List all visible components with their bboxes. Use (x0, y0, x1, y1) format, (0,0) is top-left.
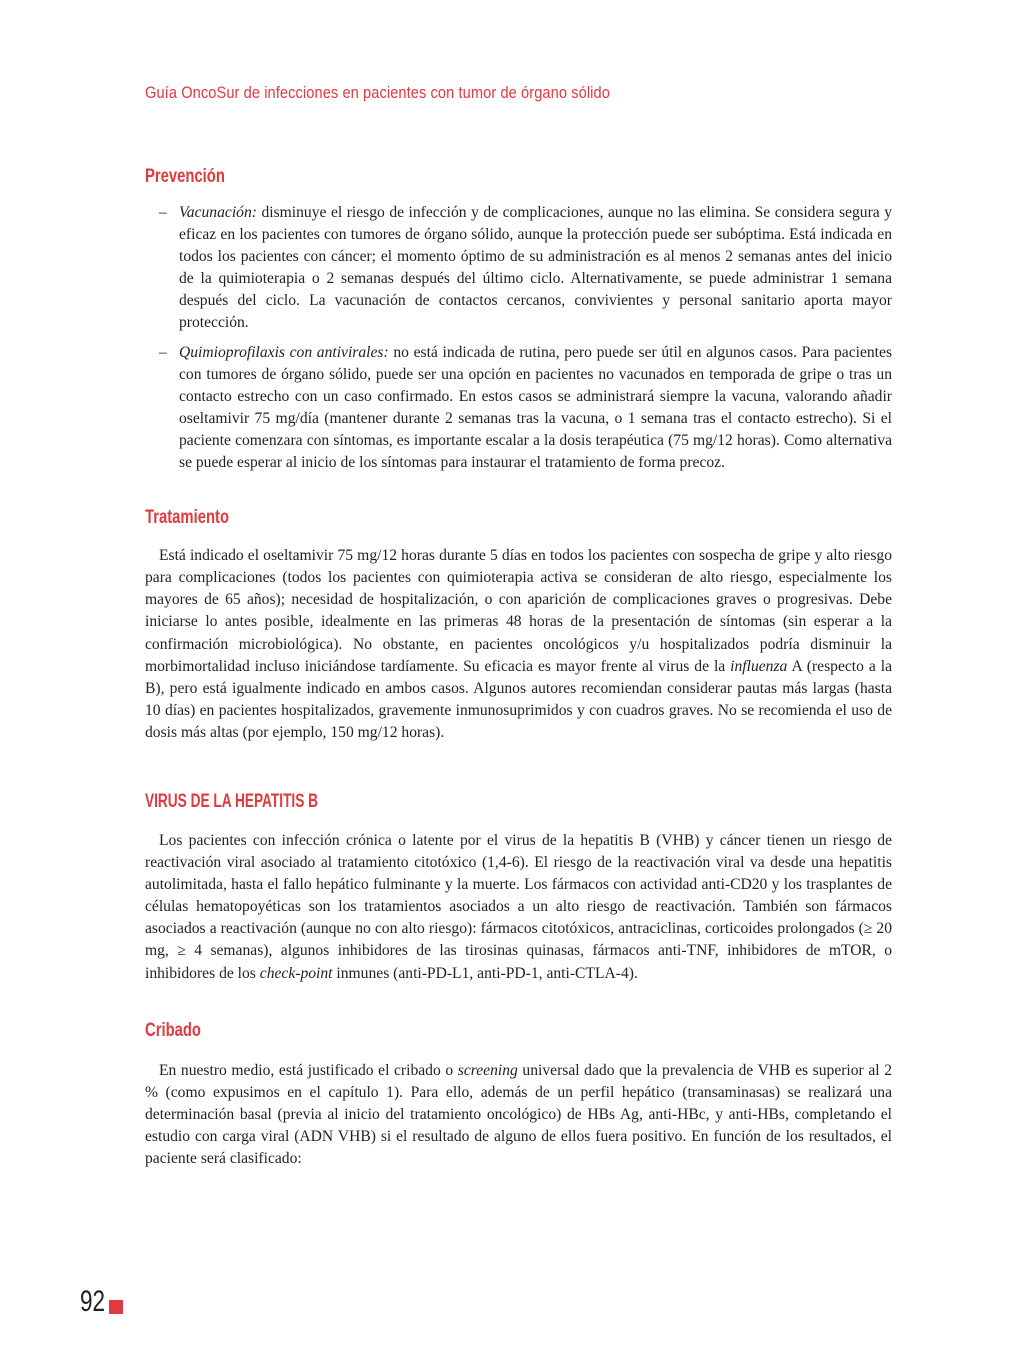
heading-cribado: Cribado (145, 1019, 201, 1041)
paragraph-tratamiento: Está indicado el oseltamivir 75 mg/12 horas durante 5 días en todos los pacientes con sospecha de gripe y alto riesgo para complicaciones (todos los pacientes con quimioterapia activa se consideran de alto riesgo, especialmente los mayores de 65 años); necesidad de hospitalización, o con aparición de complicaciones graves o progresivas. Debe iniciarse lo antes posible, idealmente en las primeras 48 horas de la presentación de síntomas (sin esperar a la confirmación microbiológica). No obstante, en pacientes oncológicos y/u hospitalizados podría disminuir la morbimortalidad incluso iniciándose tardíamente. Su eficacia es mayor frente al virus de la influenza A (respecto a la B), pero está igualmente indicado en ambos casos. Algunos autores recomiendan considerar pautas más largas (hasta 10 días) en pacientes hospitalizados, gravemente inmunosuprimidos y con cuadros graves. No se recomienda el uso de dosis más altas (por ejemplo, 150 mg/12 horas). (145, 547, 892, 741)
prevencion-list (145, 202, 892, 474)
text-quimioprofilaxis: no está indicada de rutina, pero puede ser útil en algunos casos. Para pacientes con tumores de órgano sólido, puede ser una opción en pacientes no vacunados en temporada de gripe o tras un contacto estrecho con un caso confirmado. En estos casos se administrará siempre la vacuna, valorando añadir oseltamivir 75 mg/día (mantener durante 2 semanas tras la vacuna, o 1 semana tras el contacto estrecho). Si el paciente comenzara con síntomas, es importante escalar a la dosis terapéutica (75 mg/12 horas). Como alternativa se puede esperar al inicio de los síntomas para instaurar el tratamiento de forma precoz. (179, 343, 893, 472)
paragraph-cribado: En nuestro medio, está justificado el cribado o screening universal dado que la prevalencia de VHB es superior al 2 % (como expusimos en el capítulo 1). Para ello, además de un perfil hepático (transaminasas) se realizará una determinación basal (previa al inicio del tratamiento oncológico) de HBs Ag, anti-HBc, y anti-HBs, completando el estudio con carga viral (ADN VHB) si el resultado de alguno de ellos fuera positivo. En función de los resultados, el paciente será clasificado: (145, 1061, 893, 1167)
page-footer (80, 1287, 123, 1317)
heading-hepatitis-b: VIRUS DE LA HEPATITIS B (145, 790, 319, 812)
text-vacunacion: disminuye el riesgo de infección y de complicaciones, aunque no las elimina. Se considera segura y eficaz en los pacientes con tumores de órgano sólido, aunque la protección puede ser subóptima. Está indicada en todos los pacientes con cáncer; el momento óptimo de su administración es al menos 2 semanas antes del inicio de la quimioterapia o 2 semanas después del último ciclo. Alternativamente, se puede administrar 1 semana después del ciclo. La vacunación de contactos cercanos, convivientes y personal sanitario aporta mayor protección. (179, 204, 892, 332)
heading-prevencion: Prevención (145, 166, 225, 187)
page-number: 92 (80, 1285, 106, 1318)
page-content (145, 166, 892, 1170)
list-item-quimioprofilaxis (145, 342, 892, 475)
list-item-vacunacion (145, 202, 892, 335)
dash-bullet: – (159, 204, 167, 221)
heading-tratamiento: Tratamiento (145, 507, 230, 529)
red-square-mark (109, 1300, 123, 1314)
running-header-title: Guía OncoSur de infecciones en pacientes con tumor de órgano sólido (145, 83, 610, 102)
paragraph-hepatitis-b: Los pacientes con infección crónica o latente por el virus de la hepatitis B (VHB) y cáncer tienen un riesgo de reactivación viral asociado al tratamiento citotóxico (1,4-6). El riesgo de la reactivación viral va desde una hepatitis autolimitada, hasta el fallo hepático fulminante y la muerte. Los fármacos con actividad anti-CD20 y los trasplantes de células hematopoyéticas son los tratamientos asociados a un alto riesgo de reactivación. También son fármacos asociados a reactivación (aunque no con alto riesgo): fármacos citotóxicos, antraciclinas, corticoides prolongados (≥ 20 mg, ≥ 4 semanas), algunos inhibidores de las tirosinas quinasas, fármacos anti-TNF, inhibidores de mTOR, o inhibidores de los check-point inmunes (anti-PD-L1, anti-PD-1, anti-CTLA-4). (145, 831, 892, 982)
term-vacunacion: Vacunación: (179, 204, 257, 221)
dash-bullet: – (159, 343, 167, 361)
term-quimioprofilaxis: Quimioprofilaxis con antivirales: (179, 343, 389, 361)
